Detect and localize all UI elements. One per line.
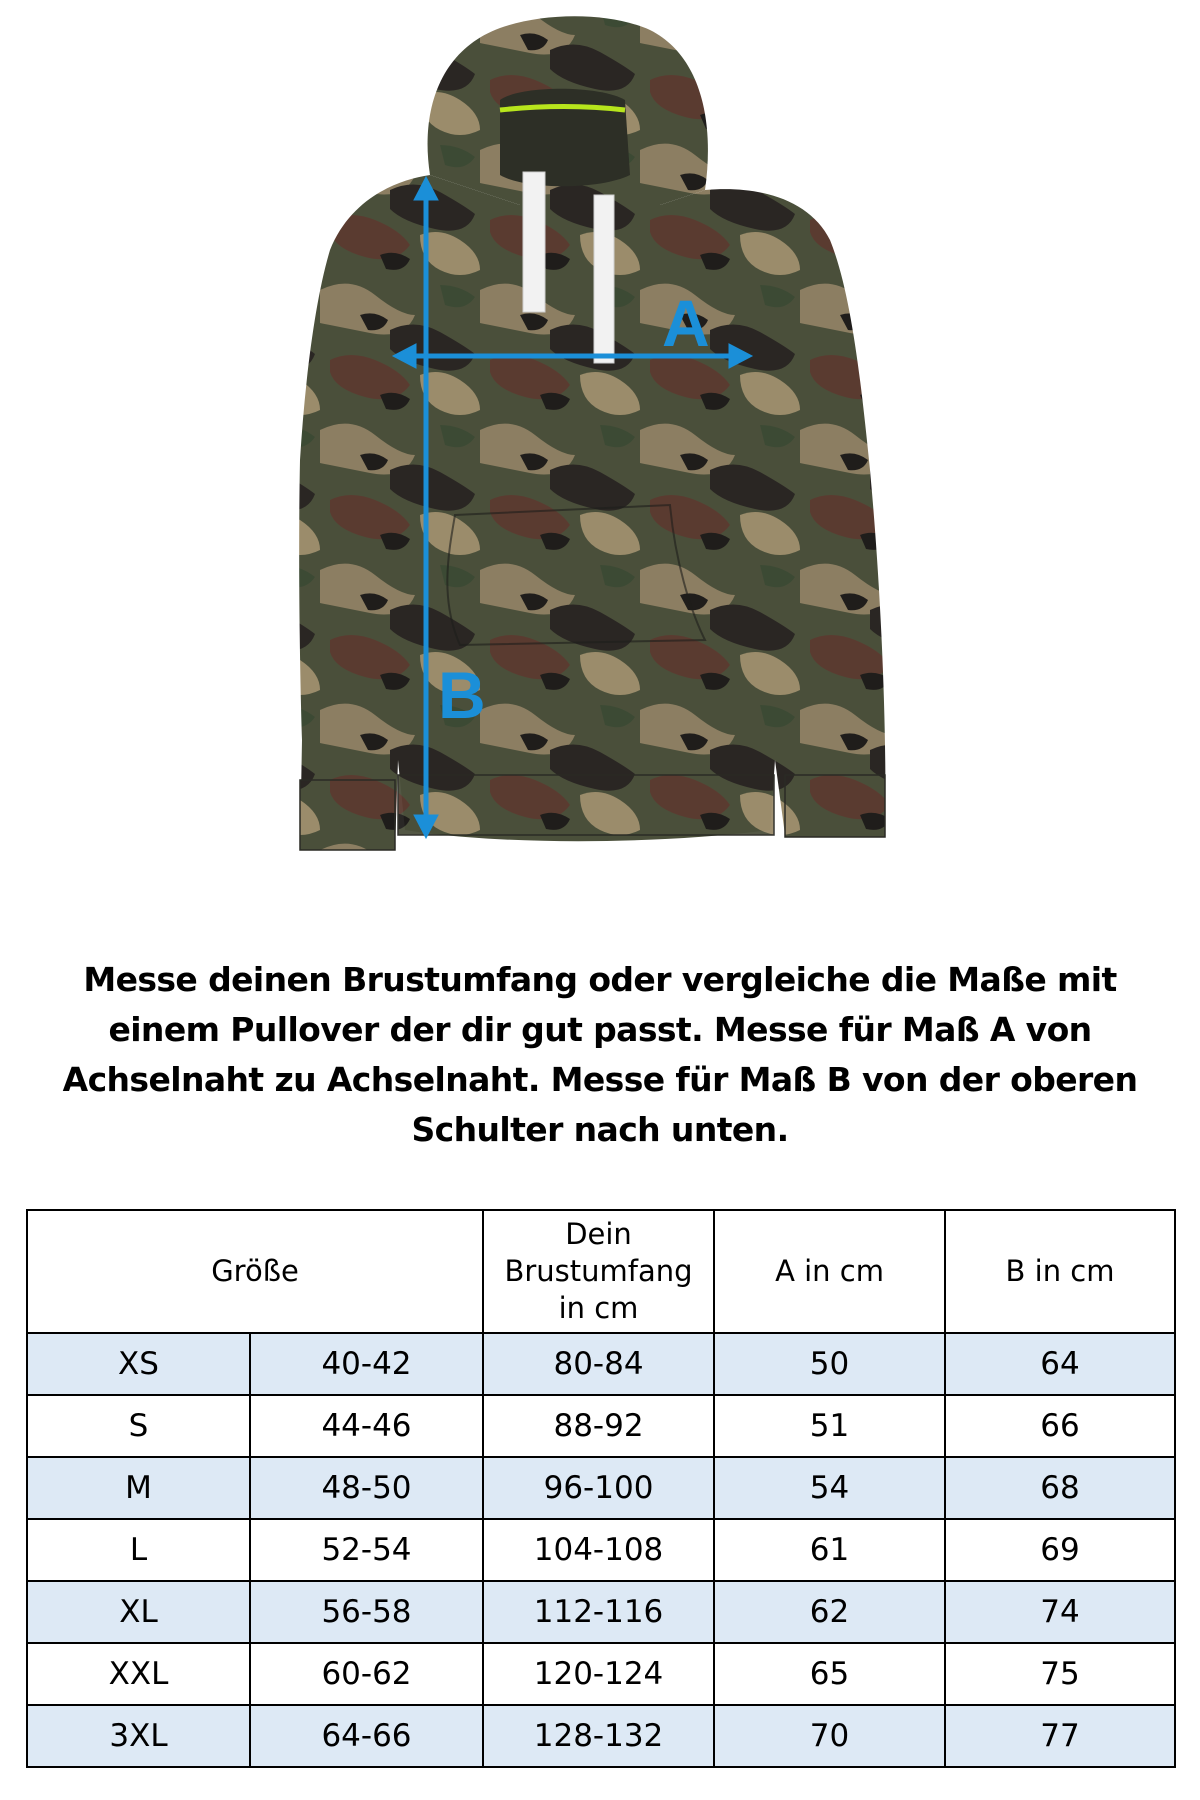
drawstring-right	[594, 195, 614, 363]
table-row	[27, 1705, 1175, 1767]
table-row	[27, 1333, 1175, 1395]
header-chest-line1: Dein	[565, 1217, 632, 1251]
cell-b: 68	[945, 1457, 1175, 1519]
cell-a: 65	[714, 1643, 945, 1705]
cell-size: M	[27, 1457, 250, 1519]
cell-chest: 104-108	[483, 1519, 714, 1581]
cell-a: 70	[714, 1705, 945, 1767]
cell-chest: 120-124	[483, 1643, 714, 1705]
cell-size: XS	[27, 1333, 250, 1395]
header-chest	[483, 1210, 714, 1333]
table-row	[27, 1519, 1175, 1581]
cell-chest: 80-84	[483, 1333, 714, 1395]
measure-a-label: A	[662, 286, 710, 360]
cell-size: L	[27, 1519, 250, 1581]
cell-a: 54	[714, 1457, 945, 1519]
cell-eu-size: 56-58	[250, 1581, 483, 1643]
header-chest-line2: Brustumfang	[504, 1254, 693, 1288]
hoodie-measurement-figure	[0, 0, 1200, 880]
cell-chest: 128-132	[483, 1705, 714, 1767]
cell-a: 51	[714, 1395, 945, 1457]
cell-b: 69	[945, 1519, 1175, 1581]
hoodie-body	[299, 175, 885, 850]
cell-size: S	[27, 1395, 250, 1457]
cell-b: 64	[945, 1333, 1175, 1395]
cell-size: XXL	[27, 1643, 250, 1705]
table-row	[27, 1395, 1175, 1457]
measuring-instructions: Messe deinen Brustumfang oder vergleiche die Maße mit einem Pullover der dir gut passt. Messe für Maß A von Achselnaht zu Achselnaht. Messe für Maß B von der oberen Schulter nach unten.	[62, 960, 1138, 1149]
header-a: A in cm	[714, 1210, 945, 1333]
cell-chest: 112-116	[483, 1581, 714, 1643]
cell-eu-size: 52-54	[250, 1519, 483, 1581]
table-row	[27, 1643, 1175, 1705]
header-b: B in cm	[945, 1210, 1175, 1333]
drawstring-left	[523, 172, 545, 312]
cell-a: 62	[714, 1581, 945, 1643]
table-header-row	[27, 1210, 1175, 1333]
table-row	[27, 1457, 1175, 1519]
cell-chest: 96-100	[483, 1457, 714, 1519]
cell-b: 74	[945, 1581, 1175, 1643]
cell-eu-size: 44-46	[250, 1395, 483, 1457]
cell-eu-size: 48-50	[250, 1457, 483, 1519]
table-row	[27, 1581, 1175, 1643]
size-chart-table	[26, 1209, 1176, 1768]
cell-size: XL	[27, 1581, 250, 1643]
cell-eu-size: 60-62	[250, 1643, 483, 1705]
cell-a: 50	[714, 1333, 945, 1395]
cell-eu-size: 40-42	[250, 1333, 483, 1395]
header-chest-line3: in cm	[558, 1291, 639, 1325]
cell-eu-size: 64-66	[250, 1705, 483, 1767]
cell-b: 77	[945, 1705, 1175, 1767]
cell-chest: 88-92	[483, 1395, 714, 1457]
header-size: Größe	[27, 1210, 483, 1333]
measure-b-label: B	[438, 658, 486, 732]
cell-size: 3XL	[27, 1705, 250, 1767]
hoodie-illustration	[0, 0, 1200, 880]
cell-a: 61	[714, 1519, 945, 1581]
cell-b: 75	[945, 1643, 1175, 1705]
cell-b: 66	[945, 1395, 1175, 1457]
